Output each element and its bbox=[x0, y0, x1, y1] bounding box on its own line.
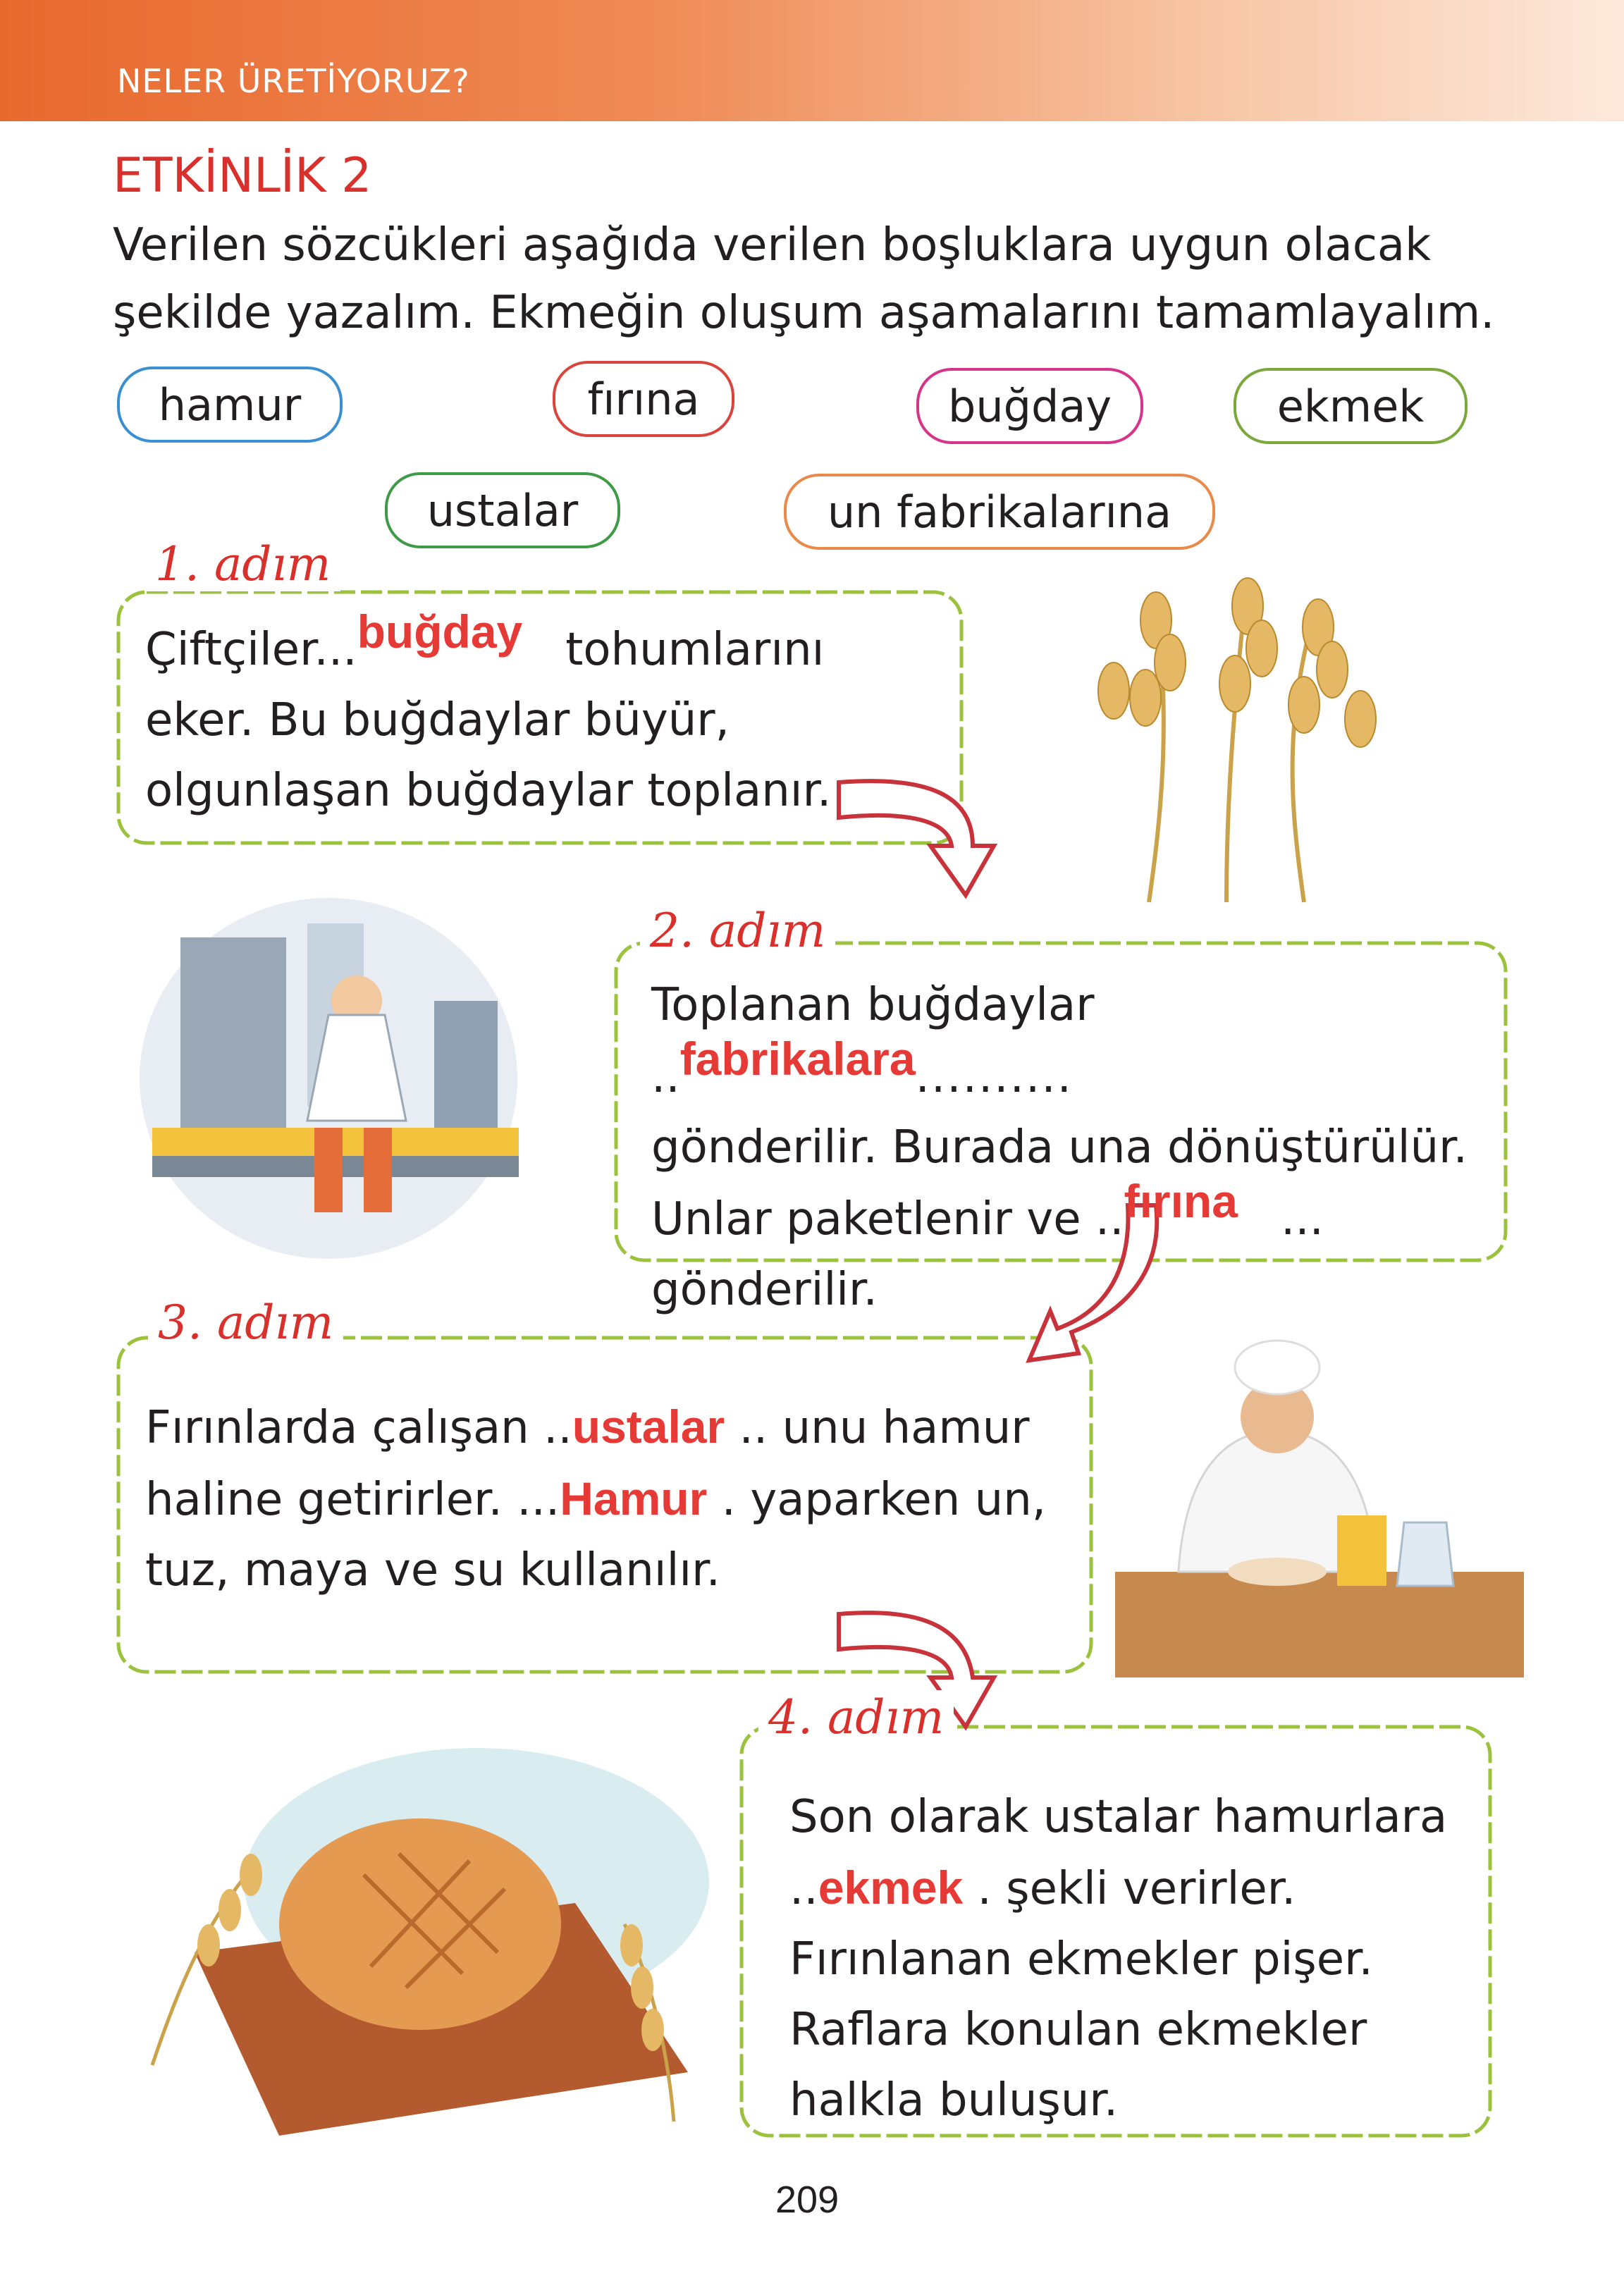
step3-text bbox=[145, 1391, 1076, 1606]
word-pill-un-fabrikalarina: un fabrikalarına bbox=[784, 474, 1215, 550]
step2-line3 bbox=[651, 1175, 1497, 1255]
step4-line5: halkla buluşur. bbox=[789, 2074, 1119, 2126]
step3-label: 3. adım bbox=[148, 1295, 343, 1350]
wheat-illustration bbox=[1050, 536, 1403, 902]
step1-post: tohumlarını bbox=[565, 624, 825, 676]
word-pill-hamur: hamur bbox=[117, 367, 343, 443]
step2-line1 bbox=[651, 970, 1497, 1112]
step4-pre2: .. bbox=[789, 1863, 818, 1915]
step1-answer: buğday bbox=[357, 605, 523, 658]
step4-label: 4. adım bbox=[758, 1690, 954, 1744]
step2-answer2: fırına bbox=[1124, 1175, 1238, 1227]
step4-line3: Fırınlanan ekmekler pişer. bbox=[789, 1933, 1373, 1986]
step3-answer: ustalar bbox=[572, 1401, 725, 1453]
step2-pre: Toplanan buğdaylar .. bbox=[651, 979, 1095, 1103]
instruction-line-1: Verilen sözcükleri aşağıda verilen boşluklara uygun olacak bbox=[113, 219, 1432, 271]
step2-pre3: Unlar paketlenir ve .. bbox=[651, 1193, 1124, 1245]
step1-line1 bbox=[145, 605, 956, 685]
baker-illustration bbox=[1115, 1339, 1524, 1678]
step3-pre2: haline getirirler. ... bbox=[145, 1474, 560, 1526]
bread-illustration bbox=[138, 1741, 716, 2136]
step3-post: .. unu hamur bbox=[739, 1402, 1030, 1454]
step1-label: 1. adım bbox=[145, 537, 340, 591]
word-pill-firina: fırına bbox=[553, 361, 734, 437]
step3-line3: tuz, maya ve su kullanılır. bbox=[145, 1544, 720, 1596]
step3-line1 bbox=[145, 1391, 1076, 1463]
step1-line2: eker. Bu buğdaylar büyür, bbox=[145, 694, 730, 746]
step2-line2: gönderilir. Burada una dönüştürülür. bbox=[651, 1121, 1468, 1174]
step2-label: 2. adım bbox=[640, 904, 835, 958]
word-pill-bugday: buğday bbox=[916, 368, 1143, 444]
step4-line1: Son olarak ustalar hamurlara bbox=[789, 1791, 1448, 1843]
step1-line3: olgunlaşan buğdaylar toplanır. bbox=[145, 765, 832, 817]
instruction-line-2: şekilde yazalım. Ekmeğin oluşum aşamalarını tamamlayalım. bbox=[113, 287, 1495, 339]
step4-post2: . şekli verirler. bbox=[977, 1863, 1296, 1915]
step3-line2 bbox=[145, 1463, 1076, 1535]
activity-title: ETKİNLİK 2 bbox=[113, 148, 372, 204]
step2-line4: gönderilir. bbox=[651, 1264, 878, 1316]
step2-post3: ... bbox=[1280, 1193, 1324, 1245]
page-number: 209 bbox=[775, 2179, 839, 2221]
step4-answer: ekmek bbox=[818, 1861, 964, 1914]
step4-line2 bbox=[789, 1852, 1480, 1924]
step3-post2: . yaparken un, bbox=[721, 1474, 1047, 1526]
word-pill-ekmek: ekmek bbox=[1234, 368, 1468, 444]
step1-text bbox=[145, 605, 956, 826]
step2-answer: fabrikalara bbox=[679, 1033, 916, 1085]
step4-line4: Raflara konulan ekmekler bbox=[789, 2004, 1367, 2056]
step1-pre: Çiftçiler... bbox=[145, 624, 357, 676]
factory-illustration bbox=[138, 895, 533, 1262]
step4-text bbox=[789, 1782, 1480, 2136]
step3-answer2: Hamur bbox=[560, 1472, 708, 1525]
header-title: NELER ÜRETİYORUZ? bbox=[117, 62, 470, 100]
step2-text bbox=[651, 970, 1497, 1325]
step2-post: .......... bbox=[915, 1051, 1073, 1103]
word-pill-ustalar: ustalar bbox=[385, 472, 620, 548]
step3-pre: Fırınlarda çalışan .. bbox=[145, 1402, 572, 1454]
